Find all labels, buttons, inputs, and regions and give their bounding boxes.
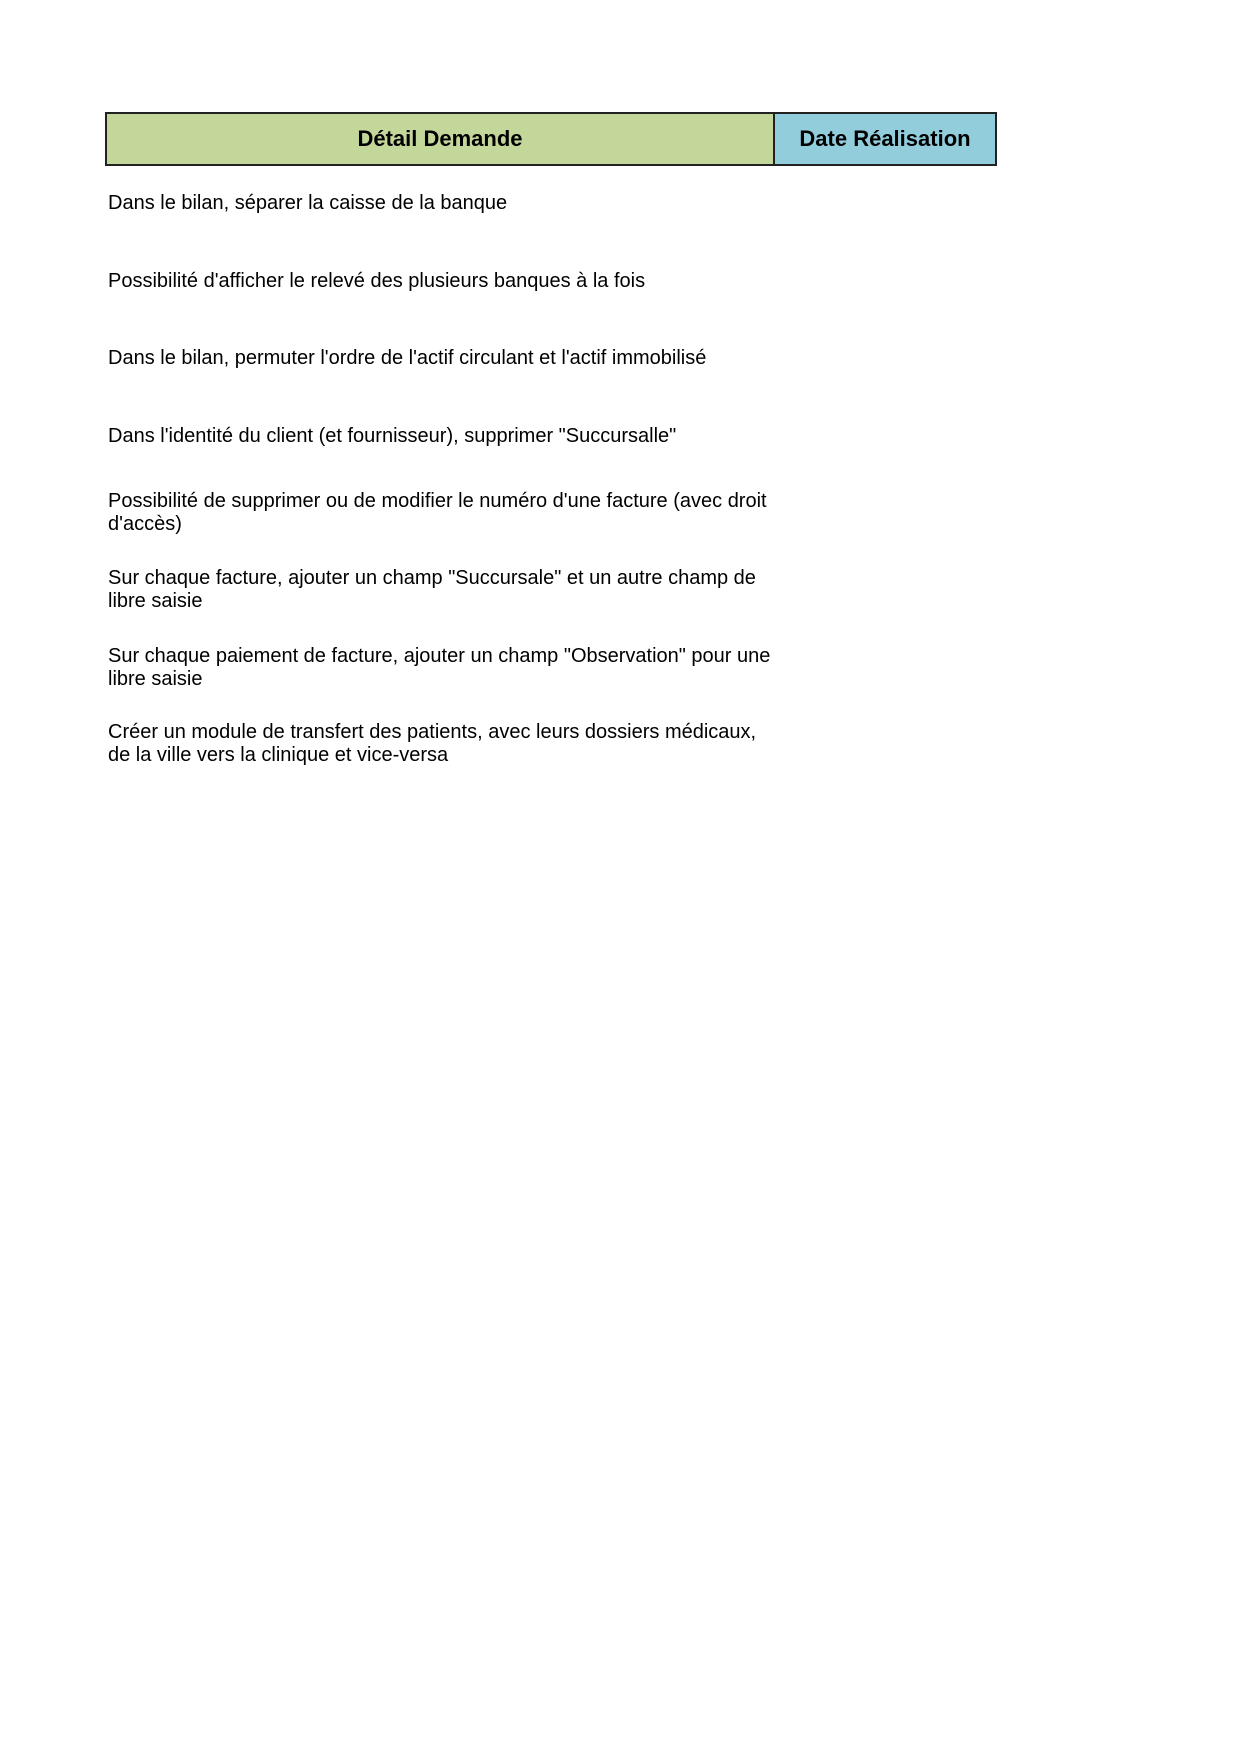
table-row: Sur chaque facture, ajouter un champ "Succursale" et un autre champ de libre saisie xyxy=(108,567,756,612)
table-row: Dans l'identité du client (et fournisseur), supprimer "Succursalle" xyxy=(108,425,677,447)
header-date-realisation: Date Réalisation xyxy=(773,112,997,166)
header-detail-demande: Détail Demande xyxy=(105,112,775,166)
table-row: Dans le bilan, permuter l'ordre de l'actif circulant et l'actif immobilisé xyxy=(108,347,707,369)
table-row: Dans le bilan, séparer la caisse de la banque xyxy=(108,192,508,214)
table-row: Créer un module de transfert des patients, avec leurs dossiers médicaux, de la ville vers la clinique et vice-versa xyxy=(108,721,757,766)
table-row: Possibilité d'afficher le relevé des plusieurs banques à la fois xyxy=(108,270,646,292)
table-row: Possibilité de supprimer ou de modifier le numéro d'une facture (avec droit d'accès) xyxy=(108,490,767,535)
table-row: Sur chaque paiement de facture, ajouter un champ "Observation" pour une libre saisie xyxy=(108,645,771,690)
